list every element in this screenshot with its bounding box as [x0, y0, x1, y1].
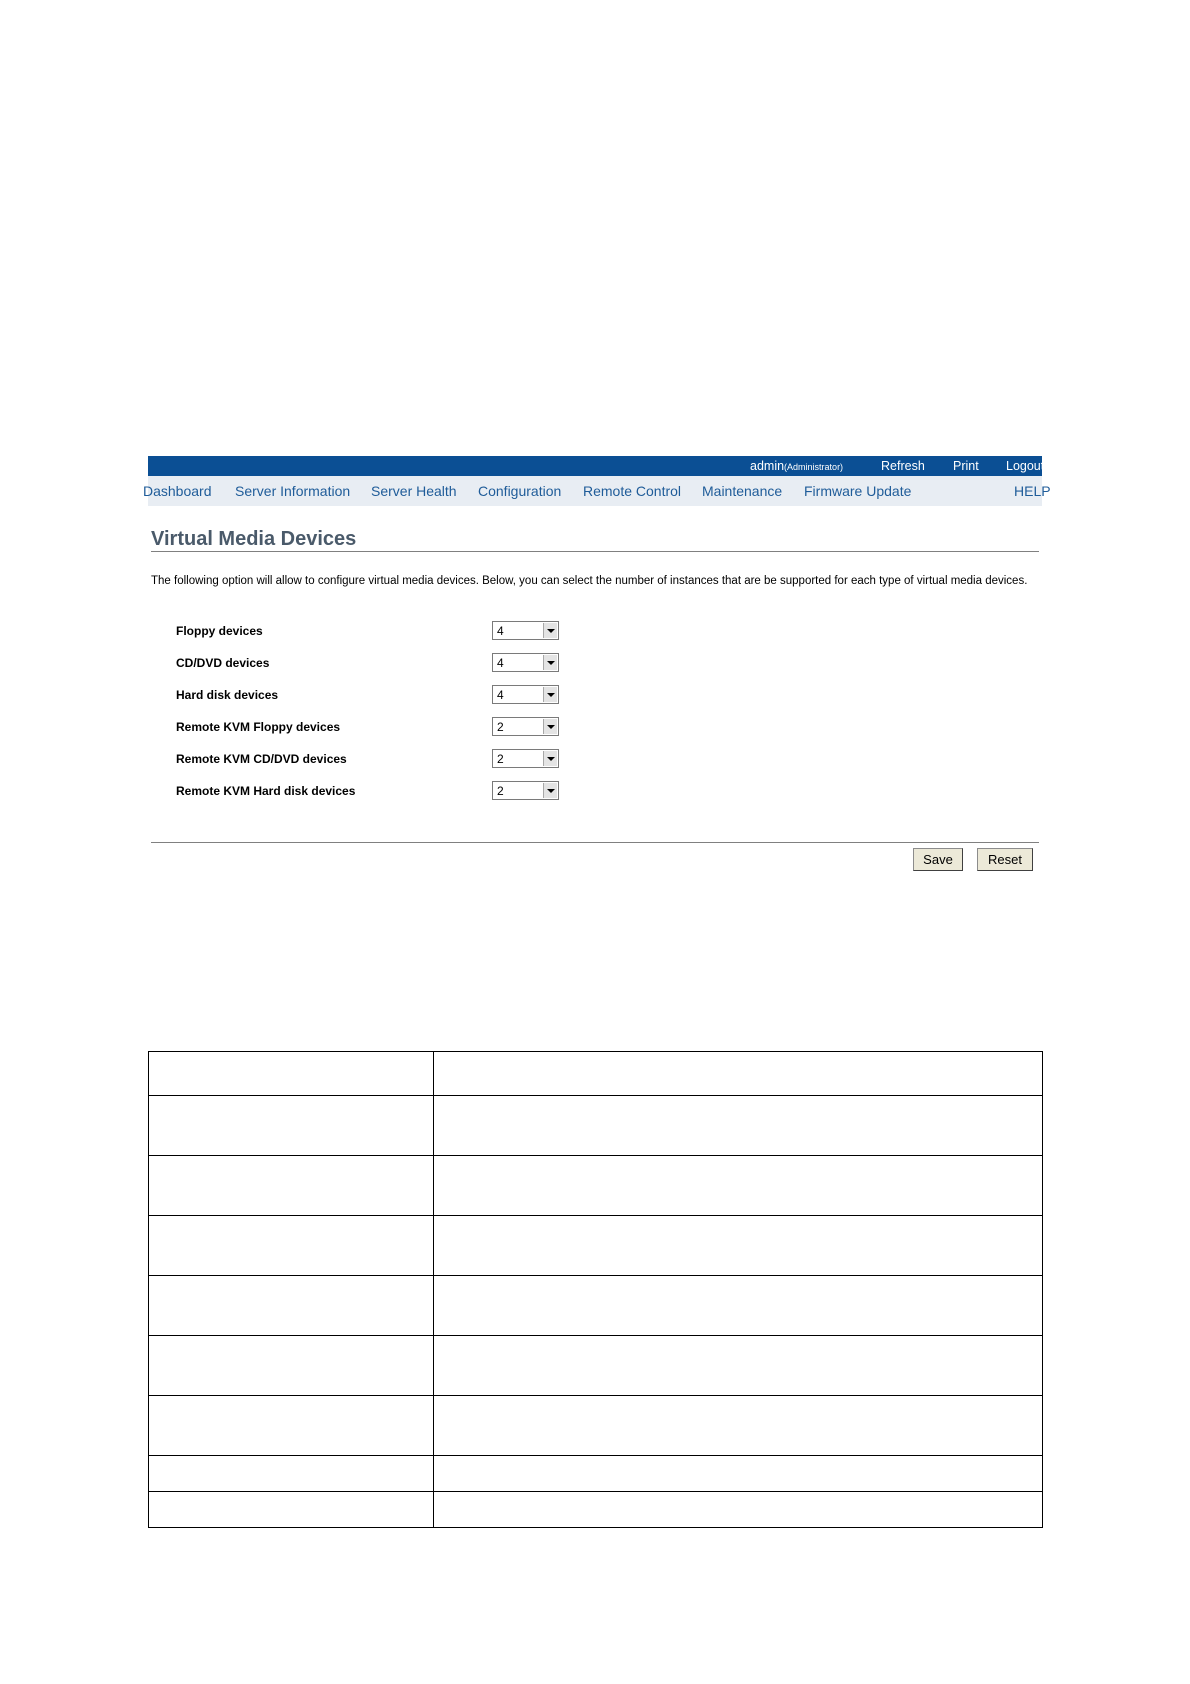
table-cell — [434, 1492, 1043, 1528]
table-cell — [434, 1096, 1043, 1156]
table-cell — [149, 1276, 434, 1336]
title-divider — [151, 551, 1039, 552]
nav-server-information[interactable]: Server Information — [235, 483, 351, 499]
nav-server-health[interactable]: Server Health — [371, 483, 457, 499]
table-cell — [149, 1156, 434, 1216]
table-cell — [149, 1336, 434, 1396]
virtual-media-screenshot — [143, 456, 1051, 876]
nav-help[interactable]: HELP — [1014, 483, 1051, 499]
chevron-down-icon — [543, 751, 557, 766]
chevron-down-icon — [543, 783, 557, 798]
remote-kvm-floppy-select[interactable] — [492, 717, 559, 736]
table-cell — [434, 1216, 1043, 1276]
remote-kvm-hard-disk-label: Remote KVM Hard disk devices — [176, 784, 356, 798]
table-row — [149, 1052, 1043, 1096]
chevron-down-icon — [543, 719, 557, 734]
refresh-link[interactable]: Refresh — [881, 459, 925, 473]
nav-configuration[interactable]: Configuration — [478, 483, 562, 499]
select-value: 4 — [497, 688, 504, 702]
table-row — [149, 1492, 1043, 1528]
remote-kvm-floppy-label: Remote KVM Floppy devices — [176, 720, 341, 734]
table-cell — [434, 1456, 1043, 1492]
nav-maintenance[interactable]: Maintenance — [702, 483, 783, 499]
table-cell — [149, 1096, 434, 1156]
table-cell — [149, 1456, 434, 1492]
table-cell — [434, 1396, 1043, 1456]
hard-disk-devices-select[interactable] — [492, 685, 559, 704]
table-row — [149, 1156, 1043, 1216]
floppy-devices-label: Floppy devices — [176, 624, 263, 638]
table-row — [149, 1396, 1043, 1456]
table-row — [149, 1096, 1043, 1156]
table-cell — [149, 1052, 434, 1096]
top-bar — [148, 456, 1045, 476]
user-label: admin(Administrator) — [750, 459, 844, 473]
page-title: Virtual Media Devices — [151, 528, 357, 550]
remote-kvm-cddvd-label: Remote KVM CD/DVD devices — [176, 752, 347, 766]
nav-firmware-update[interactable]: Firmware Update — [804, 483, 912, 499]
select-value: 2 — [497, 784, 504, 798]
intro-text: The following option will allow to configure virtual media devices. Below, you can select the number of instances that are be supported for each type of virtual media devices. — [151, 575, 1028, 587]
chevron-down-icon — [543, 687, 557, 702]
remote-kvm-cddvd-select[interactable] — [492, 749, 559, 768]
table-row — [149, 1456, 1043, 1492]
nav-remote-control[interactable]: Remote Control — [583, 483, 682, 499]
table-cell — [434, 1052, 1043, 1096]
table-row — [149, 1216, 1043, 1276]
cddvd-devices-select[interactable] — [492, 653, 559, 672]
select-value: 2 — [497, 720, 504, 734]
select-value: 4 — [497, 624, 504, 638]
table-cell — [434, 1156, 1043, 1216]
table-row — [149, 1276, 1043, 1336]
chevron-down-icon — [543, 623, 557, 638]
reset-button[interactable]: Reset — [977, 848, 1033, 871]
nav-dashboard[interactable]: Dashboard — [143, 483, 212, 499]
table-row — [149, 1336, 1043, 1396]
table-cell — [149, 1492, 434, 1528]
bottom-divider — [151, 842, 1039, 843]
hard-disk-devices-label: Hard disk devices — [176, 688, 279, 702]
table-cell — [149, 1216, 434, 1276]
table-cell — [434, 1276, 1043, 1336]
logout-link[interactable]: Logout — [1006, 459, 1045, 473]
floppy-devices-select[interactable] — [492, 621, 559, 640]
table-cell — [149, 1396, 434, 1456]
cddvd-devices-label: CD/DVD devices — [176, 656, 270, 670]
select-value: 2 — [497, 752, 504, 766]
save-button[interactable]: Save — [913, 848, 963, 871]
select-value: 4 — [497, 656, 504, 670]
chevron-down-icon — [543, 655, 557, 670]
nav-bar — [143, 476, 1051, 506]
print-link[interactable]: Print — [953, 459, 979, 473]
table-cell — [434, 1336, 1043, 1396]
empty-table — [148, 1051, 1043, 1528]
remote-kvm-hard-disk-select[interactable] — [492, 781, 559, 800]
